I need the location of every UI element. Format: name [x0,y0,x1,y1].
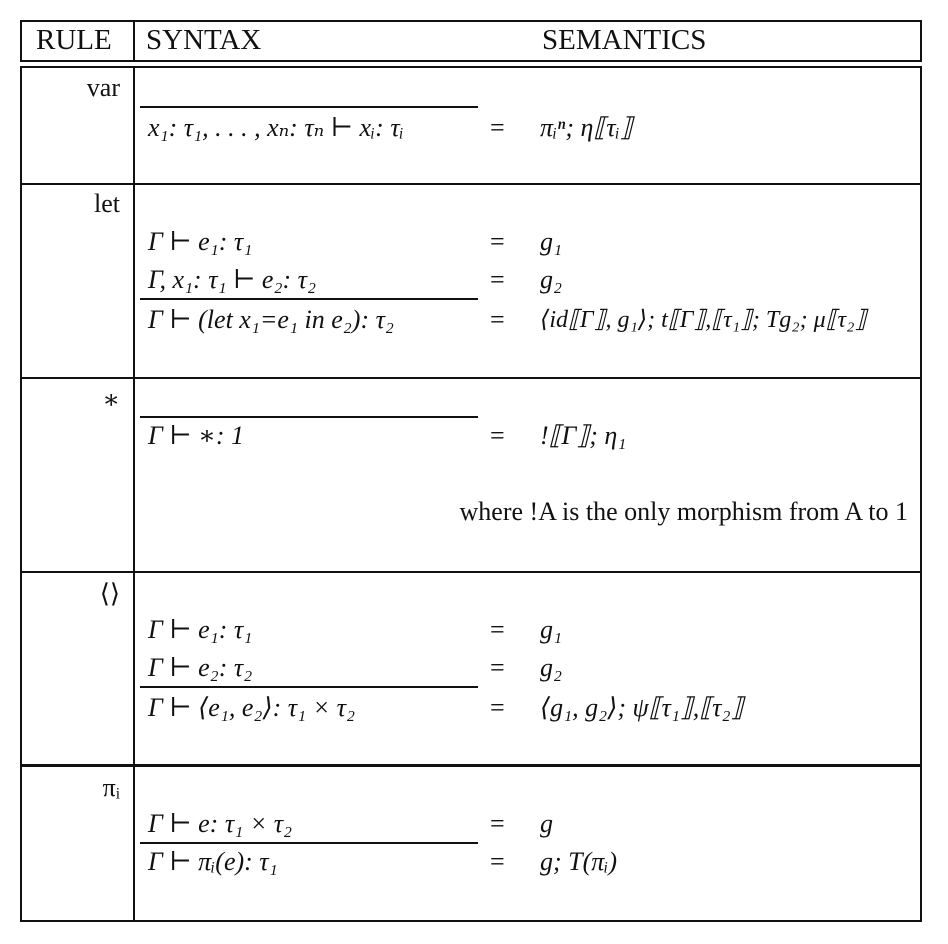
rule-conclusion-semantics: ⟨g₁, g₂⟩; ψ⟦τ₁⟧,⟦τ₂⟧ [540,693,744,722]
header-rule: RULE [36,24,112,56]
rule-conclusion-syntax: Γ ⊢ ∗: 1 [148,421,244,450]
equals-sign: = [490,305,505,334]
equals-sign: = [490,847,505,876]
premise-semantics: g₂ [540,653,563,682]
premise-syntax: Γ ⊢ e: τ₁ × τ₂ [148,809,293,838]
premise-semantics: g₁ [540,227,563,256]
inference-bar [140,842,478,844]
premise-semantics: g₂ [540,265,563,294]
rule-conclusion-syntax: Γ ⊢ πᵢ(e): τ₁ [148,847,278,876]
rule-name-projection: πᵢ [102,773,120,802]
rule-conclusion-semantics: πᵢⁿ; η⟦τᵢ⟧ [540,113,633,142]
premise-syntax: Γ, x₁: τ₁ ⊢ e₂: τ₂ [148,265,316,294]
inference-bar [140,686,478,688]
side-note: where !A is the only morphism from A to 1 [459,497,908,526]
row-separator [22,764,920,767]
rule-conclusion-semantics: !⟦Γ⟧; η₁ [540,421,627,450]
rule-conclusion-semantics: g; T(πᵢ) [540,847,618,876]
rule-name-pair: ⟨⟩ [99,579,120,608]
premise-syntax: Γ ⊢ e₁: τ₁ [148,615,253,644]
rules-column-divider [133,66,135,922]
premise-semantics: g [540,809,553,838]
equals-sign: = [490,227,505,256]
premise-syntax: Γ ⊢ e₂: τ₂ [148,653,253,682]
equals-sign: = [490,421,505,450]
equals-sign: = [490,809,505,838]
inference-bar [140,416,478,418]
header-column-divider [133,20,135,62]
row-separator [22,183,920,185]
rule-conclusion-syntax: x₁: τ₁, . . . , xₙ: τₙ ⊢ xᵢ: τᵢ [148,113,404,142]
rule-conclusion-syntax: Γ ⊢ ⟨e₁, e₂⟩: τ₁ × τ₂ [148,693,355,722]
row-separator [22,571,920,573]
equals-sign: = [490,653,505,682]
rule-name-unit: ∗ [102,385,120,414]
equals-sign: = [490,265,505,294]
rule-conclusion-syntax: Γ ⊢ (let x₁=e₁ in e₂): τ₂ [148,305,394,334]
rule-name-var: var [86,73,120,102]
row-separator [22,377,920,379]
rule-name-let: let [94,189,120,218]
rule-conclusion-semantics: ⟨id⟦Γ⟧, g₁⟩; t⟦Γ⟧,⟦τ₁⟧; Tg₂; μ⟦τ₂⟧ [540,307,867,333]
inference-bar [140,106,478,108]
premise-semantics: g₁ [540,615,563,644]
equals-sign: = [490,693,505,722]
premise-syntax: Γ ⊢ e₁: τ₁ [148,227,253,256]
header-semantics: SEMANTICS [542,24,707,56]
header-syntax: SYNTAX [146,24,262,56]
equals-sign: = [490,615,505,644]
rules-table [20,66,922,922]
inference-bar [140,298,478,300]
equals-sign: = [490,113,505,142]
